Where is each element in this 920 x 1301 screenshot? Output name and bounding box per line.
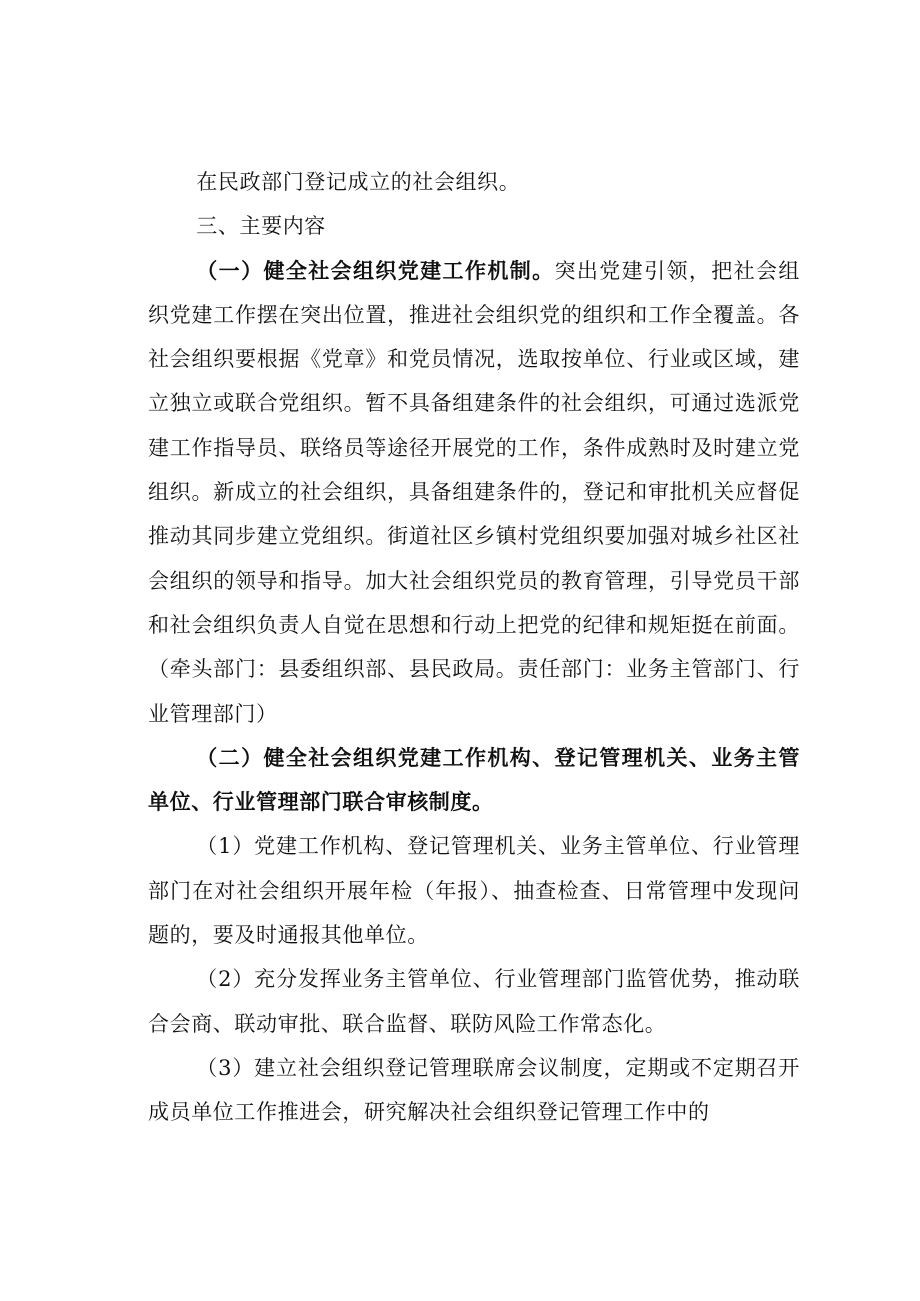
item2-title: （二）健全社会组织党建工作机构、登记管理机关、业务主管单位、行业管理部门联合审核制度。 [148, 745, 800, 815]
section-heading [148, 204, 800, 248]
item2-heading-paragraph [148, 736, 800, 825]
item1-title: （一）健全社会组织党建工作机制。 [196, 258, 555, 283]
item2-point-2 [148, 957, 800, 1046]
item2-point-3 [148, 1046, 800, 1135]
continuation-paragraph [148, 160, 800, 204]
item1-body: 突出党建引领，把社会组织党建工作摆在突出位置，推进社会组织党的组织和工作全覆盖。各社会组织要根据《党章》和党员情况，选取按单位、行业或区域，建立独立或联合党组织。暂不具备组建条件的社会组织，可通过选派党建工作指导员、联络员等途径开展党的工作，条件成熟时及时建立党组织。新成立的社会组织，具备组建条件的，登记和审批机关应督促推动其同步建立党组织。街道社区乡镇村党组织要加强对城乡社区社会组织的领导和指导。加大社会组织党员的教育管理，引导党员干部和社会组织负责人自觉在思想和行动上把党的纪律和规矩挺在前面。（牵头部门：县委组织部、县民政局。责任部门：业务主管部门、行业管理部门） [148, 258, 800, 726]
item1-paragraph [148, 249, 800, 736]
item2-point-3-text: （3）建立社会组织登记管理联席会议制度，定期或不定期召开成员单位工作推进会，研究解决社会组织登记管理工作中的 [148, 1055, 800, 1125]
item2-point-1-text: （1）党建工作机构、登记管理机关、业务主管单位、行业管理部门在对社会组织开展年检（年报）、抽查检查、日常管理中发现问题的，要及时通报其他单位。 [148, 834, 800, 948]
document-body [148, 160, 800, 1135]
section-heading-text: 三、主要内容 [196, 214, 326, 239]
item2-point-1 [148, 824, 800, 957]
item2-point-2-text: （2）充分发挥业务主管单位、行业管理部门监管优势，推动联合会商、联动审批、联合监督、联防风险工作常态化。 [148, 967, 800, 1036]
continuation-text: 在民政部门登记成立的社会组织。 [196, 170, 521, 194]
